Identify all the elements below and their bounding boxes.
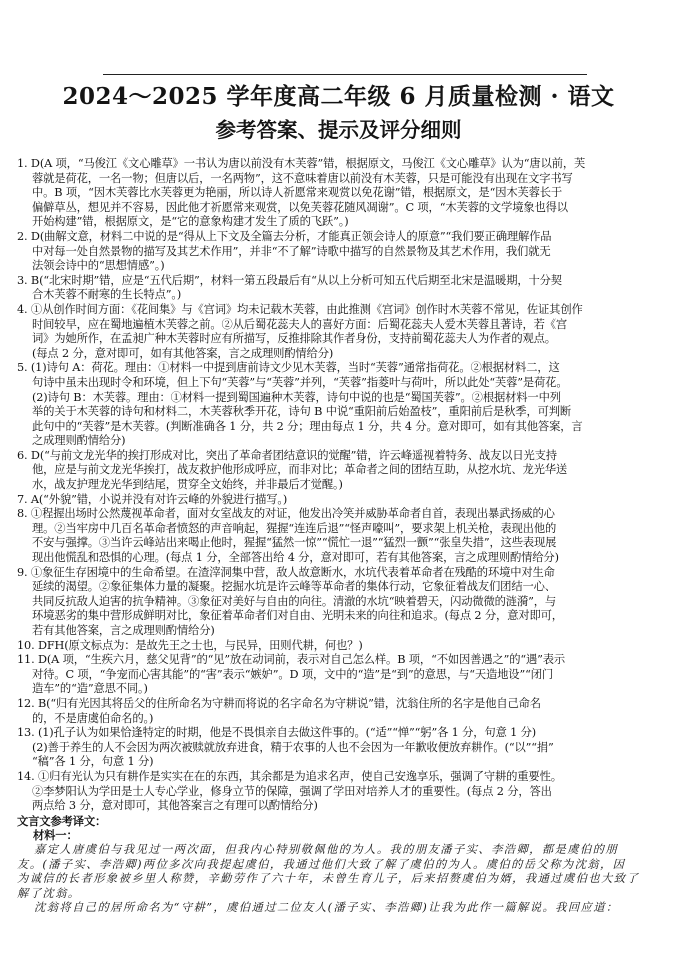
answer-item (17, 639, 661, 654)
answer-line: 6. D(“与前文龙光华的挨打形成对比，突出了革命者团结意识的觉醒”错，许云峰遥视着特务、战友以日光支持 (17, 448, 557, 462)
material-label: 材料一： (33, 828, 78, 843)
answer-line: 造车”的“造”意思不同。) (32, 682, 148, 696)
translation-line: 友。(潘子实、李浩卿)两位多次向我提起虞伯，我通过他们大致了解了虞伯的为人。虞伯的岳父称为沈翁，因 (17, 857, 626, 871)
answer-line: 13. (1)孔子认为如果恰逢特定的时期，他是不畏惧亲自去做这件事的。(“适”“惮”“躬”各 1 分，句意 1 分) (17, 726, 537, 740)
answer-line: (每点 2 分，意对即可，如有其他答案，言之成理则酌情给分) (32, 346, 334, 360)
answer-line: 共同反抗敌人迫害的抗争精神。③象征对美好与自由的向往。清澈的水坑“映着碧天，闪动微微的涟漪”，与 (32, 594, 557, 608)
answer-line: ②李梦阳认为学田是士人专心学业，修身立节的保障，强调了学田对培养人才的重要性。(每点 2 分，答出 (32, 784, 552, 798)
answer-line: 11. D(A 项，“生疾六月，慈父见背”的“见”放在动词前，表示对自己怎么样。B 项，“不如因善遇之”的“遇”表示 (17, 653, 566, 667)
translation-heading: 文言文参考译文： (17, 813, 107, 828)
answer-line: 句诗中虽未出现时令和环境，但上下句“芙蓉”与“芙蓉”并列，“芙蓉”指菱叶与荷叶，所以此处“芙蓉”是荷花。 (32, 375, 568, 389)
answer-line: 时间较早，应在蜀地遍植木芙蓉之前。②从后蜀花蕊夫人的喜好方面：后蜀花蕊夫人爱木芙蓉且著诗，若《宫 (32, 317, 568, 331)
answer-line: 此句中的“芙蓉”是木芙蓉。(判断准确各 1 分，共 2 分；理由每点 1 分，共 4 分。意对即可，如有其他答案，言 (32, 419, 583, 433)
answer-line: (2)善于养生的人不会因为两次被赎就放弃进食，精于农事的人也不会因为一年歉收便放弃耕作。(“以”“捐” (32, 740, 554, 754)
answer-line: 蓉就是荷花，一名一物；但唐以后，一名两物”，这不意味着唐以前没有木芙蓉，只是可能没有出现在文字书写 (32, 171, 573, 185)
translation-line: 嘉定人唐虞伯与我见过一两次面，但我内心特别敬佩他的为人。我的朋友潘子实、李浩卿，都是虞伯的朋 (34, 842, 619, 856)
answer-line: 2. D(曲解文意，材料二中说的是“得从上下文及全篇去分析，才能真正领会诗人的原意”“我们要正确理解作品 (17, 229, 552, 243)
answer-line: 对待。C 项，“争宠而心害其能”的“害”表示“嫉妒”。D 项，文中的“造”是“到”的意思，与“天造地设”“闭门 (32, 667, 553, 681)
answer-line: 4. ①从创作时间方面：《花间集》与《宫词》均未记载木芙蓉，由此推测《宫词》创作时木芙蓉不常见，佐证其创作 (17, 302, 583, 316)
answer-item (17, 770, 661, 814)
answer-line: 3. B(“北宋时期”错，应是“五代后期”，材料一第五段最后有“从以上分析可知五代后期至北宋是温暖期，十分契 (17, 273, 562, 287)
answer-line: 9. ①象征生存困境中的生命希望。在渣滓洞集中营，敌人故意断水，水坑代表着革命者在残酷的环境中对生命 (17, 565, 555, 579)
answer-item (17, 726, 661, 770)
answer-line: 他，应是与前文龙光华挨打，战友救护他形成呼应，而非对比；革命者之间的团结互助，从挖水坑、龙光华送 (32, 463, 568, 477)
answers-body (17, 157, 661, 916)
answer-line: 中。B 项，“因木芙蓉比水芙蓉更为艳丽，所以诗人祈愿常来观赏以免花谢”错，根据原文，是“因木芙蓉长于 (32, 186, 563, 200)
answer-line: 若有其他答案，言之成理则酌情给分) (32, 624, 215, 637)
answer-item (17, 493, 661, 508)
answer-item (17, 361, 661, 449)
answer-item (17, 566, 661, 639)
answer-item (17, 507, 661, 565)
answer-line: 的，不是唐虞伯命名的。) (32, 711, 154, 725)
answer-line: “稿”各 1 分，句意 1 分) (32, 755, 154, 769)
answer-line: 延续的渴望。②象征集体力量的凝聚。挖掘水坑是许云峰等革命者的集体行动，它象征着战友们团结一心、 (32, 580, 556, 594)
answer-item (17, 303, 661, 361)
answer-item (17, 274, 661, 303)
page-subtitle: 参考答案、提示及评分细则 (215, 118, 462, 142)
translation-line: 解了沈翁。 (17, 886, 81, 900)
answer-line: 之成理则酌情给分) (32, 434, 126, 448)
answer-line: 偏僻草丛，想见并不容易，因此他才祈愿常来观赏，以免芙蓉花随风凋谢”。C 项，“木芙蓉的文学境象也得以 (32, 200, 568, 214)
top-rule (103, 74, 587, 75)
answer-line: 1. D(A 项，“马俊江《文心雕草》一书认为唐以前没有木芙蓉”错，根据原文，马俊江《文心雕草》认为“唐以前，芙 (17, 157, 586, 170)
translation-line: 沈翁将自己的居所命名为“守耕”，虞伯通过二位友人(潘子实、李浩卿)让我为此作一篇解说。我回应道： (34, 901, 619, 915)
answer-item (17, 653, 661, 697)
answer-item (17, 230, 661, 274)
answer-line: 理。②当牢房中几百名革命者愤怒的声音响起，猩握“连连后退”“怪声嚎叫”，要求架上机关枪，表现出他的 (32, 521, 557, 535)
answer-line: (2)诗句 B：木芙蓉。理由：①材料一提到蜀国遍种木芙蓉，诗句中说的也是“蜀国芙蓉”。②根据材料一中列 (32, 390, 561, 404)
answer-line: 5. (1)诗句 A：荷花。理由：①材料一中提到唐前诗文少见木芙蓉，当时“芙蓉”通常指荷花。②根据材料二，这 (17, 361, 560, 375)
answer-line: 中对每一处自然景物的描写及其艺术作用”，并非“不了解”诗歌中描写的自然景物及其艺术作用，我们就无 (32, 244, 551, 258)
answer-line: 10. DFH(原文标点为：是故先王之士也，与民异，田则代耕，何也？) (17, 638, 363, 652)
answer-line: 举的关于木芙蓉的诗句和材料二，木芙蓉秋季开花，诗句 B 中说“重阳前后始盈枝”，重阳前后是秋季，可判断 (32, 405, 572, 419)
answer-line: 环境恶劣的集中营形成鲜明对比，象征着革命者们对自由、光明未来的向往和追求。(每点 2 分，意对即可， (32, 609, 563, 623)
answer-line: 14. ①归有光认为只有耕作是实实在在的东西，其余都是为追求名声，使自己安逸享乐，强调了守耕的重要性。 (17, 769, 562, 783)
answer-line: 词》为她所作，在孟昶广种木芙蓉时应有所描写，反推排除其作者身份，支持前蜀花蕊夫人为作者的观点。 (32, 332, 556, 346)
translation-line: 为诚信的长者形象被乡里人称赞，辛勤劳作了六十年，未曾生育儿子，后来招赘虞伯为婿，我通过虞伯也大致了 (17, 872, 640, 886)
answer-item (17, 157, 661, 230)
answer-line: 不安与强撑。③当许云峰站出来喝止他时，猩握“猛然一惊”“慌忙一退”“猛烈一颤”“张皇失措”，这些表现展 (32, 536, 557, 550)
answer-item (17, 449, 661, 493)
answer-line: 8. ①程握出场时公然蔑视革命者，面对女室战友的对证，他发出冷笑并威胁革命者自首，表现出暴武扬威的心 (17, 507, 555, 521)
answer-line: 现出他慌乱和恐惧的心理。(每点 1 分，全部答出给 4 分，意对即可，若有其他答案，言之成理则酌情给分) (32, 551, 559, 565)
answer-line: 两点给 3 分，意对即可，其他答案言之有理可以酌情给分) (32, 799, 318, 813)
answer-line: 7. A(“外貌”错，小说并没有对许云峰的外貌进行描写。) (17, 492, 288, 506)
answer-line: 12. B(“归有光因其将岳父的住所命名为守耕而将说的名字命名为守耕说”错，沈翁住所的名字是他自己命名 (17, 696, 541, 710)
answer-item (17, 697, 661, 726)
answer-line: 法领会诗中的“思想情感”。) (32, 259, 165, 273)
answer-line: 开始构建”错，根据原文，是“它的意象构建才发生了质的飞跃”。) (32, 215, 349, 229)
page-title: 2024～2025 学年度高二年级 6 月质量检测 · 语文 (62, 83, 615, 110)
answer-line: 合木芙蓉不耐寒的生长特点”。) (32, 288, 182, 302)
answer-line: 水，战友护理龙光华到结尾，贯穿全文始终，并非最后才觉醒。) (32, 478, 343, 492)
